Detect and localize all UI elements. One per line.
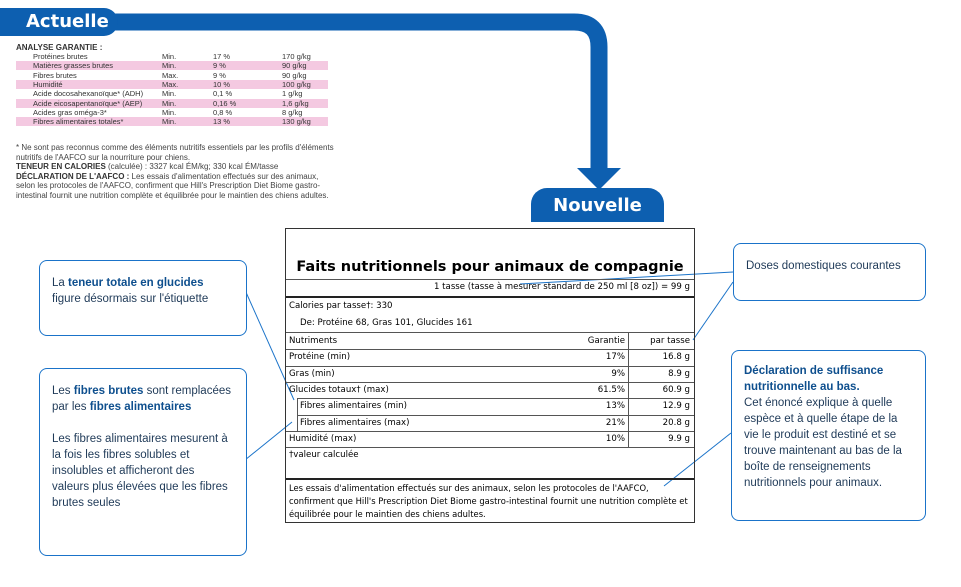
ga-percent: 10 % — [213, 79, 231, 89]
calories-breakdown: De: Protéine 68, Gras 101, Glucides 161 — [300, 318, 473, 328]
ga-nutrient: Fibres brutes — [33, 70, 77, 80]
callout-fiber: Les fibres brutes sont remplacées par les fibres alimentaires Les fibres alimentaires mesurent à la fois les fibres solubles et insolubles et afficheront des valeurs plus élevées que les fibres brutes seules — [39, 368, 247, 556]
serving-size: 1 tasse (tasse à mesurer standard de 250 ml [8 oz]) = 99 g — [433, 282, 690, 292]
nutrient-name: Fibres alimentaires (min) — [300, 401, 407, 412]
ga-per-kg: 1 g/kg — [282, 89, 303, 99]
ga-row — [16, 117, 328, 126]
guaranteed-analysis-title: ANALYSE GARANTIE : — [16, 43, 103, 52]
nutrient-guarantee: 10% — [605, 433, 625, 444]
ga-percent: 13 % — [213, 117, 231, 127]
ga-footnote: * Ne sont pas reconnus comme des éléments nutritifs essentiels par les profils d'éléments nutritifs de l'AAFCO sur la nourriture pour chiens. — [16, 143, 334, 162]
nutrient-per-cup: 60.9 g — [662, 384, 690, 395]
ga-row — [16, 108, 328, 117]
nutrient-per-cup: 12.9 g — [662, 401, 690, 412]
nutrient-guarantee: 13% — [605, 401, 625, 412]
ga-percent: 17 % — [213, 52, 231, 61]
ga-per-kg: 170 g/kg — [282, 52, 311, 61]
nutrient-per-cup: 16.8 g — [662, 352, 690, 363]
ga-per-kg: 90 g/kg — [282, 61, 307, 71]
ga-percent: 0,16 % — [213, 98, 237, 108]
ga-percent: 0,8 % — [213, 107, 233, 117]
ga-row — [16, 89, 328, 98]
nutrient-per-cup: 20.8 g — [662, 417, 690, 428]
ga-nutrient: Acide docosahexanoïque* (ADH) — [33, 89, 144, 99]
ga-nutrient: Acides gras oméga-3* — [33, 107, 107, 117]
ga-qualifier: Max. — [162, 70, 179, 80]
ga-calorie-content: TENEUR EN CALORIES (calculée) : 3327 kcal ÉM/kg; 330 kcal ÉM/tasse — [16, 162, 279, 172]
ga-percent: 9 % — [213, 70, 226, 80]
adequacy-body: Cet énoncé explique à quelle espèce et à quelle étape de la vie le produit est destiné et se trouve maintenant au bas de la boîte de renseignements nutritionnels pour animaux. — [744, 397, 902, 489]
ga-row — [16, 61, 328, 70]
callout-serving-size: Doses domestiques courantes — [733, 243, 926, 301]
callout-adequacy-statement — [731, 350, 926, 521]
nutrient-guarantee: 21% — [605, 417, 625, 428]
nutrient-name: Humidité (max) — [289, 433, 357, 444]
ga-percent: 0,1 % — [213, 89, 233, 99]
ga-row — [16, 80, 328, 89]
nutrition-facts-panel — [285, 228, 695, 523]
ga-per-kg: 1,6 g/kg — [282, 98, 309, 108]
header-guarantee: Garantie — [587, 336, 625, 346]
ga-percent: 9 % — [213, 61, 226, 71]
ga-aafco-statement: DÉCLARATION DE L'AAFCO : Les essais d'alimentation effectués sur des animaux, selon les protocoles de l'AAFCO, confirment que Hill's Prescription Diet Biome gastro-intestinal fournit une nutrition complète et équilibrée pour le maintien des chiens adultes. — [16, 171, 329, 200]
adequacy-title: Déclaration de suffisance nutritionnelle au bas. — [744, 365, 884, 393]
guaranteed-analysis-notes — [16, 143, 334, 201]
nutrient-name: Protéine (min) — [289, 352, 351, 363]
ga-qualifier: Min. — [162, 61, 177, 71]
panel-title: Faits nutritionnels pour animaux de compagnie — [296, 259, 684, 275]
nutrient-guarantee: 61.5% — [597, 384, 625, 395]
nutrient-name: Fibres alimentaires (max) — [300, 417, 410, 428]
callout-total-carbs: La teneur totale en glucides figure désormais sur l'étiquette — [39, 260, 247, 336]
ga-nutrient: Matières grasses brutes — [33, 61, 114, 71]
ga-qualifier: Min. — [162, 89, 177, 99]
ga-per-kg: 90 g/kg — [282, 70, 307, 80]
ga-per-kg: 130 g/kg — [282, 117, 311, 127]
nutrient-guarantee: 9% — [611, 368, 625, 379]
ga-nutrient: Fibres alimentaires totales* — [33, 117, 124, 127]
ga-nutrient: Acide eicosapentanoïque* (AEP) — [33, 98, 143, 108]
nutrient-name: Gras (min) — [289, 368, 335, 379]
ga-per-kg: 100 g/kg — [282, 79, 311, 89]
new-label-tag: Nouvelle — [531, 188, 664, 222]
ga-nutrient: Humidité — [33, 79, 63, 89]
nutrient-guarantee: 17% — [605, 352, 625, 363]
aafco-statement: Les essais d'alimentation effectués sur des animaux, selon les protocoles de l'AAFCO, confirment que Hill's Prescription Diet Biome gastro-intestinal fournit une nutrition complète et équilibrée pour le maintien des chiens adultes. — [289, 483, 688, 519]
ga-row — [16, 52, 328, 61]
ga-per-kg: 8 g/kg — [282, 107, 303, 117]
calculated-note: †valeur calculée — [289, 450, 359, 460]
ga-row — [16, 71, 328, 80]
nutrient-name: Glucides totaux† (max) — [289, 384, 389, 395]
nutrient-per-cup: 8.9 g — [668, 368, 690, 379]
calories-per-cup: Calories par tasse†: 330 — [289, 301, 393, 311]
ga-qualifier: Max. — [162, 79, 179, 89]
ga-qualifier: Min. — [162, 117, 177, 127]
ga-nutrient: Protéines brutes — [33, 52, 88, 61]
ga-qualifier: Min. — [162, 52, 177, 61]
header-nutrient: Nutriments — [289, 336, 338, 346]
ga-qualifier: Min. — [162, 98, 177, 108]
ga-row — [16, 99, 328, 108]
fiber-explanation: Les fibres alimentaires mesurent à la fois les fibres solubles et insolubles et afficheront des valeurs plus élevées que les fibres brutes seules — [52, 433, 228, 509]
old-label-tag: Actuelle — [0, 8, 118, 36]
nutrient-per-cup: 9.9 g — [668, 433, 690, 444]
header-per-cup: par tasse — [650, 336, 690, 346]
ga-qualifier: Min. — [162, 107, 177, 117]
